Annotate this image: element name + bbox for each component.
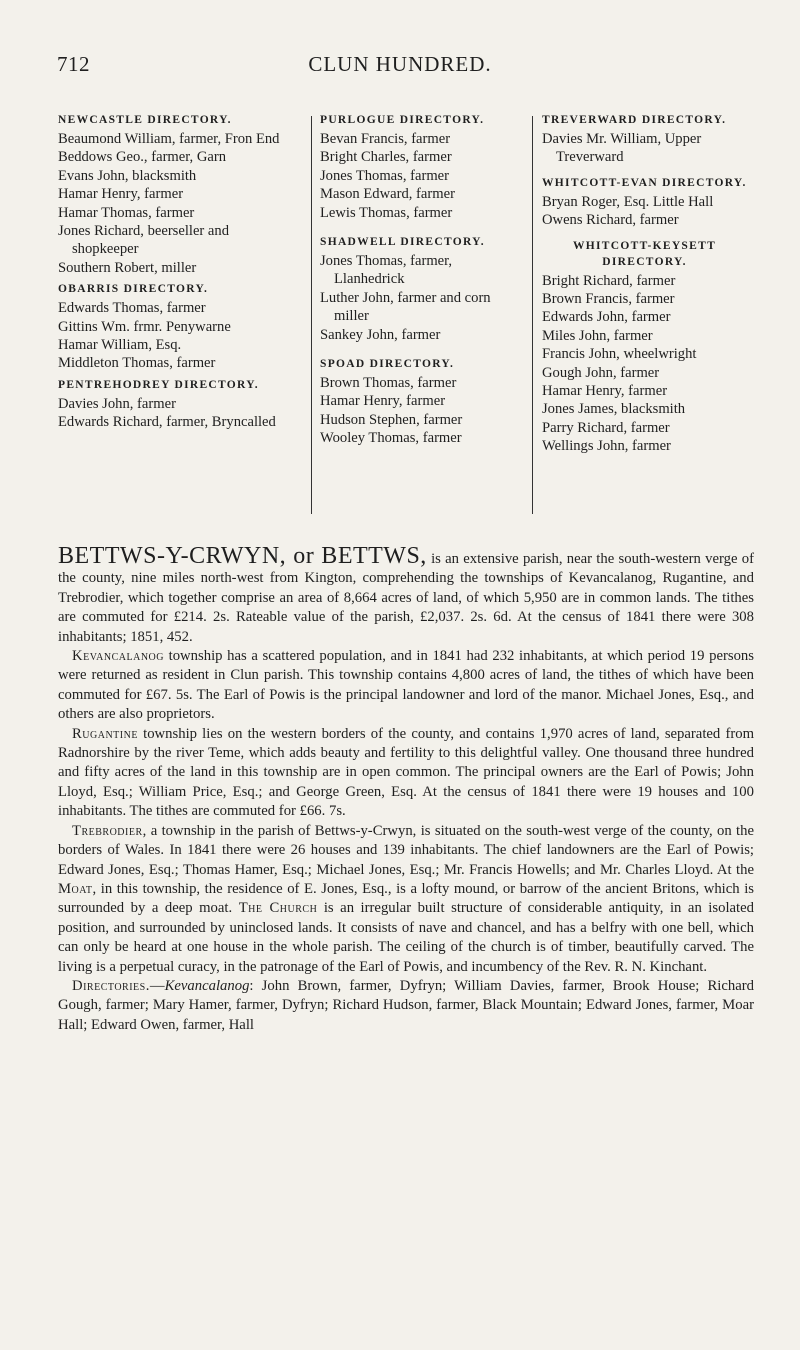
directory-entry: Middleton Thomas, farmer — [58, 355, 216, 372]
directory-entry: Edwards Richard, farmer, Bryncalled — [58, 414, 276, 431]
directory-entry: Davies John, farmer — [58, 395, 176, 412]
paragraph-rugantine — [58, 725, 754, 822]
directory-entry: Hamar Henry, farmer — [320, 393, 446, 410]
page-header — [0, 52, 800, 82]
directory-entry: Bright Charles, farmer — [320, 149, 452, 166]
church-term: The Church — [238, 900, 318, 917]
directory-entry: Hudson Stephen, farmer — [320, 411, 463, 428]
directory-heading: PURLOGUE DIRECTORY. — [320, 114, 485, 126]
paragraph-kevancalanog — [58, 647, 754, 725]
directory-heading: PENTREHODREY DIRECTORY. — [58, 378, 259, 391]
directory-entry: Beaumond William, farmer, Fron End — [58, 131, 280, 147]
page-number: 712 — [57, 52, 90, 76]
directory-entry: Wellings John, farmer — [542, 438, 671, 455]
directory-entry: Jones Richard, beerseller and shopkeeper — [58, 223, 230, 258]
directory-entry: Bryan Roger, Esq. Little Hall — [542, 193, 714, 210]
township-name: Trebrodier — [72, 822, 143, 839]
directory-entry: Edwards Thomas, farmer — [58, 300, 206, 317]
directory-columns — [0, 114, 800, 524]
paragraph-text: township lies on the western borders of the county, and contains 1,970 acres of land, separated from Radnorshire by the river Teme, which adds beauty and fertility to this delightful valley. One thousand three hundred and fifty acres of the land in this township are in open common. The principal owners are the Earl of Powis; John Lloyd, Esq.; William Price, Esq.; and George Green, Esq. At the census of 1841 there were 19 houses and 100 inhabitants. The tithes are commuted for £66. 7s. — [58, 725, 754, 820]
directory-entry: Wooley Thomas, farmer — [320, 430, 462, 447]
directory-entry: Sankey John, farmer — [320, 326, 441, 343]
moat-term: Moat — [58, 880, 93, 897]
directory-entry: Hamar William, Esq. — [58, 337, 182, 354]
article-body — [58, 543, 755, 1035]
directory-heading: OBARRIS DIRECTORY. — [58, 283, 209, 296]
directory-entry: Hamar Henry, farmer — [58, 186, 184, 203]
directory-heading: WHITCOTT-EVAN DIRECTORY. — [542, 176, 747, 189]
directory-entry: Brown Francis, farmer — [542, 291, 675, 308]
directory-entry: Jones James, blacksmith — [542, 401, 686, 418]
directory-entry: Jones Thomas, farmer, Llanhedrick — [320, 253, 453, 288]
township-name: Rugantine — [72, 725, 138, 742]
directory-heading: NEWCASTLE DIRECTORY. — [58, 114, 232, 126]
directory-place: Kevancalanog — [164, 977, 250, 994]
directory-heading: WHITCOTT-KEYSETT — [572, 239, 717, 252]
directory-entry: Luther John, farmer and corn miller — [320, 289, 491, 325]
directory-entry: Owens Richard, farmer — [542, 212, 679, 229]
directory-entry: Gough John, farmer — [542, 364, 660, 381]
paragraph-text: , a township in the parish of Bettws-y-Crwyn, is situated on the south-west verge of the county, on the borders of Wales. In 1841 there were 26 houses and 139 inhabitants. The chief landowners are the Earl of Powis; Edward Jones, Esq.; Thomas Hamer, Esq.; Michael Jones, Esq.; Mr. Francis Howells; and Mr. Charles Lloyd. At the — [58, 822, 754, 878]
running-title: CLUN HUNDRED. — [308, 52, 492, 76]
directory-heading: SHADWELL DIRECTORY. — [320, 236, 485, 249]
directory-heading: TREVERWARD DIRECTORY. — [542, 114, 727, 126]
directory-entry: Francis John, wheelwright — [542, 346, 697, 363]
directory-entry: Bright Richard, farmer — [542, 272, 676, 289]
directory-entry: Parry Richard, farmer — [542, 419, 670, 436]
paragraph-directories — [58, 977, 754, 1035]
directory-column-2 — [320, 114, 522, 448]
paragraph-text: township has a scattered population, and in 1841 had 232 inhabitants, at which period 19 persons were returned as resident in Clun parish. This township contains 4,800 acres of land, the tithes of which have been commuted for £67. 5s. The Earl of Powis is the principal landowner and lord of the manor. Michael Jones, Esq., and others are also proprietors. — [58, 648, 754, 723]
directory-entry: Evans John, blacksmith — [58, 167, 197, 184]
directory-entry: Lewis Thomas, farmer — [320, 204, 453, 221]
directories-label: Directories. — [72, 977, 150, 994]
directory-entry: Hamar Henry, farmer — [542, 383, 668, 400]
directory-entry: Jones Thomas, farmer — [320, 167, 450, 184]
directory-entry: Bevan Francis, farmer — [320, 131, 451, 147]
directory-entry: Miles John, farmer — [542, 327, 653, 344]
directory-entry: Gittins Wm. frmr. Penywarne — [58, 318, 231, 335]
parish-title: BETTWS-Y-CRWYN, or BETTWS, — [58, 543, 427, 569]
directory-entry: Davies Mr. William, Upper Treverward — [542, 131, 702, 166]
township-name: Kevancalanog — [72, 648, 164, 665]
em-dash: — — [149, 977, 165, 994]
paragraph-text: is an irregular built structure of considerable antiquity, in an isolated position, and surrounded by uninclosed lands. It consists of nave and chancel, and has a belfry with one bell, which can only be heard at one house in the whole parish. The ceiling of the church is of timber, beautifully carved. The living is a perpetual curacy, in the patronage of the Earl of Powis, and incumbency of the Rev. R. N. Kinchant. — [58, 900, 754, 975]
directory-entry: Southern Robert, miller — [58, 259, 197, 276]
paragraph-bettws — [58, 543, 755, 647]
paragraph-trebrodier — [58, 822, 754, 977]
directory-heading: SPOAD DIRECTORY. — [320, 358, 455, 371]
directory-entry: Edwards John, farmer — [542, 309, 671, 326]
directory-heading-continued: DIRECTORY. — [602, 255, 687, 268]
paragraph-text: : John Brown, farmer, Dyfryn; William Davies, farmer, Brook House; Richard Gough, farmer; Mary Hamer, farmer, Dyfryn; Richard Hudson, farmer, Black Mountain; Edward Jones, farmer, Moar Hall; Edward Owen, farmer, Hall — [58, 977, 754, 1033]
directory-entry: Beddows Geo., farmer, Garn — [58, 149, 226, 166]
directory-column-3 — [542, 114, 747, 456]
directory-entry: Mason Edward, farmer — [320, 186, 455, 203]
directory-column-1 — [58, 114, 298, 432]
paragraph-text: , in this township, the residence of E. Jones, Esq., is a lofty mound, or barrow of the ancient Britons, which is surrounded by a deep moat. — [58, 880, 754, 917]
directory-entry: Brown Thomas, farmer — [320, 375, 457, 392]
directory-entry: Hamar Thomas, farmer — [58, 204, 195, 221]
paragraph-text: is an extensive parish, near the south-western verge of the county, nine miles north-west from Kington, comprehending the townships of Kevancalanog, Rugantine, and Trebrodier, which together comprise an area of 8,664 acres of land, of which 5,950 are in common lands. The tithes are commuted for £214. 2s. Rateable value of the parish, £2,037. 2s. 6d. At the census of 1841 there were 308 inhabitants; 1851, 452. — [58, 551, 755, 645]
